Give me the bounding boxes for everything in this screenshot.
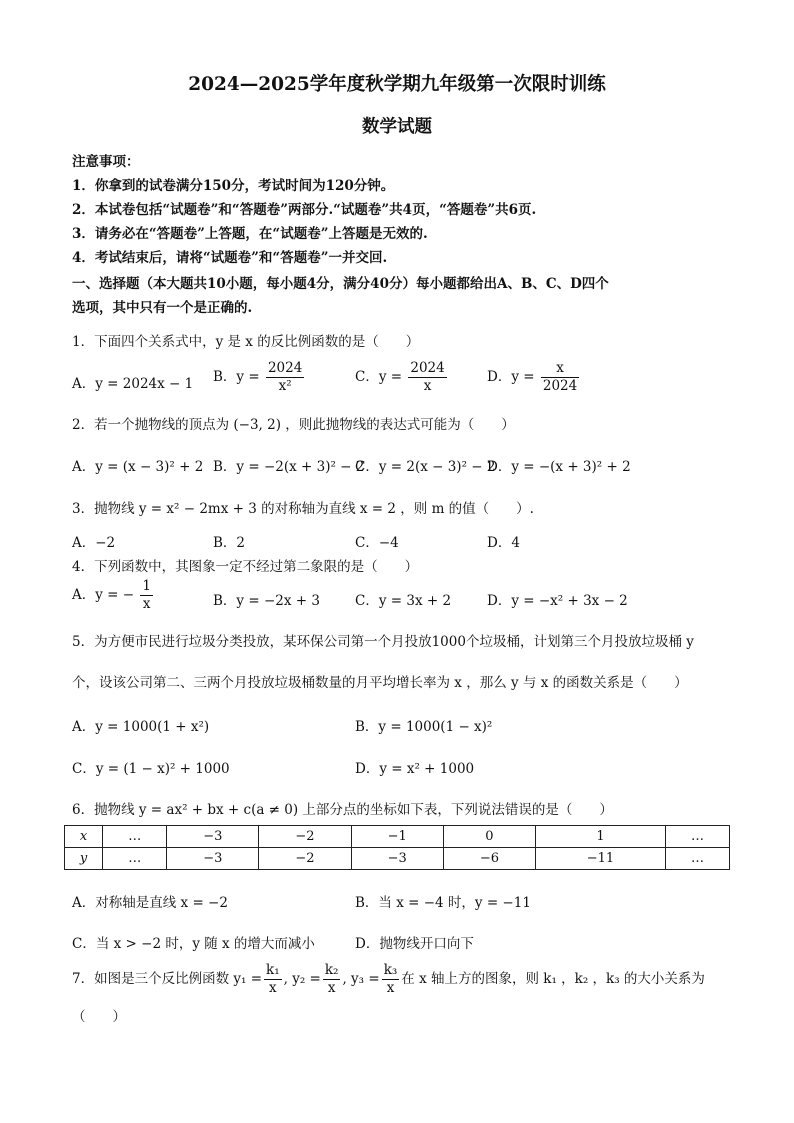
question-4-stem: 4．下列函数中，其图象一定不经过第二象限的是（ ） [72,559,419,575]
value-table [64,825,730,870]
note-item-2: 2．本试卷包括“试题卷”和“答题卷”两部分.“试题卷”共4页，“答题卷”共6页. [72,202,537,218]
question-2-option-c: C．y = 2(x − 3)² − 2 [355,459,496,475]
table-cell: −2 [259,848,351,870]
question-3-option-c: C．−4 [355,535,399,551]
question-1-option-a: A．y = 2024x − 1 [72,376,194,392]
question-5-option-d: D．y = x² + 1000 [355,761,475,777]
question-6-option-b: B．当 x = −4 时，y = −11 [355,895,531,911]
question-1-option-d: D．y = $\frac{x}{2024}$ [487,360,578,394]
question-6-stem: 6．抛物线 y = ax² + bx + c(a ≠ 0) 上部分点的坐标如下表，下列说法错误的是（ ） [72,802,613,818]
question-4-option-d: D．y = −x² + 3x − 2 [487,593,628,609]
table-cell: −3 [167,848,259,870]
page-title: 2024—2025学年度秋学期九年级第一次限时训练 [188,74,606,95]
question-2-option-d: D．y = −(x + 3)² + 2 [487,459,631,475]
table-cell: −6 [443,848,535,870]
question-1-option-c: C．y = $\frac{2024}{x}$ [355,360,445,394]
question-6-option-d: D．抛物线开口向下 [355,936,474,952]
question-5-option-c: C．y = (1 − x)² + 1000 [72,761,230,777]
question-2-option-b: B．y = −2(x + 3)² − 2 [213,459,365,475]
question-5-stem-line-1: 5．为方便市民进行垃圾分类投放，某环保公司第一个月投放1000个垃圾桶，计划第三个月投放垃圾桶 y [72,634,694,650]
table-cell: … [103,848,167,870]
question-5-option-b: B．y = 1000(1 − x)² [355,719,493,735]
fraction: $\frac{\text{k₁}}{x}$ [266,962,280,996]
page-subtitle: 数学试题 [362,117,432,137]
fraction: $\frac{2024}{\text{x²}}$ [267,360,303,394]
note-item-4: 4．考试结束后，请将“试题卷”和“答题卷”一并交回. [72,250,388,266]
question-5-stem-line-2: 个，设该公司第二、三两个月投放垃圾桶数量的月平均增长率为 x ，那么 y 与 x 的函数关系是（ ） [72,675,688,691]
question-7-answer-paren: （ ） [72,1009,126,1025]
table-cell: −3 [167,826,259,848]
question-5-option-a: A．y = 1000(1 + x²) [72,719,210,735]
table-cell: −1 [351,826,443,848]
question-3-option-b: B．2 [213,535,246,551]
question-3-option-a: A．−2 [72,535,116,551]
question-6-option-c: C．当 x > −2 时，y 随 x 的增大而减小 [72,936,315,952]
table-cell: … [665,826,729,848]
table-cell: x [65,826,103,848]
table-cell: −3 [351,848,443,870]
question-6-option-a: A．对称轴是直线 x = −2 [72,895,228,911]
table-cell: −11 [536,848,666,870]
note-item-3: 3．请务必在“答题卷”上答题，在“试题卷”上答题是无效的. [72,226,428,242]
question-7-stem: 7．如图是三个反比例函数 y₁ = $\frac{\text{k₁}}{x}$ , y₂ = $\frac{\text{k₂}}{x}$ , y₃ = $\frac{\text{k₃}}{x}$ 在 x 轴上方的图象，则 k₁ ，k₂ ，k₃ 的大小关系为 [72,962,705,996]
question-4-option-a: A．y = − $\frac{1}{x}$ [72,578,151,612]
table-row [65,826,730,848]
fraction: $\frac{\text{k₂}}{x}$ [324,962,339,996]
question-1-stem: 1．下面四个关系式中，y 是 x 的反比例函数的是（ ） [72,334,420,350]
table-cell: … [103,826,167,848]
table-cell: −2 [259,826,351,848]
table-cell: y [65,848,103,870]
question-4-option-c: C．y = 3x + 2 [355,593,452,609]
table-cell: 1 [536,826,666,848]
table-cell: … [665,848,729,870]
question-2-stem: 2．若一个抛物线的顶点为 (−3, 2) ，则此抛物线的表达式可能为（ ） [72,417,515,433]
note-item-1: 1．你拿到的试卷满分150分，考试时间为120分钟。 [72,178,395,194]
fraction: $\frac{2024}{x}$ [410,360,445,394]
section-heading-line-2: 选项，其中只有一个是正确的. [72,300,253,316]
question-4-option-b: B．y = −2x + 3 [213,593,320,609]
section-heading-line-1: 一、选择题（本大题共10小题，每小题4分，满分40分）每小题都给出A、B、C、D四个 [72,276,609,292]
question-3-stem: 3．抛物线 y = x² − 2mx + 3 的对称轴为直线 x = 2 ，则 m 的值（ ）. [72,501,534,517]
question-3-option-d: D．4 [487,535,520,551]
fraction: $\frac{1}{x}$ [142,578,151,612]
question-2-option-a: A．y = (x − 3)² + 2 [72,459,204,475]
notes-heading: 注意事项： [72,154,140,170]
fraction: $\frac{x}{2024}$ [542,360,578,394]
fraction: $\frac{\text{k₃}}{x}$ [383,962,398,996]
table-cell: 0 [443,826,535,848]
table-row [65,848,730,870]
question-1-option-b: B．y = $\frac{2024}{\text{x²}}$ [213,360,303,394]
